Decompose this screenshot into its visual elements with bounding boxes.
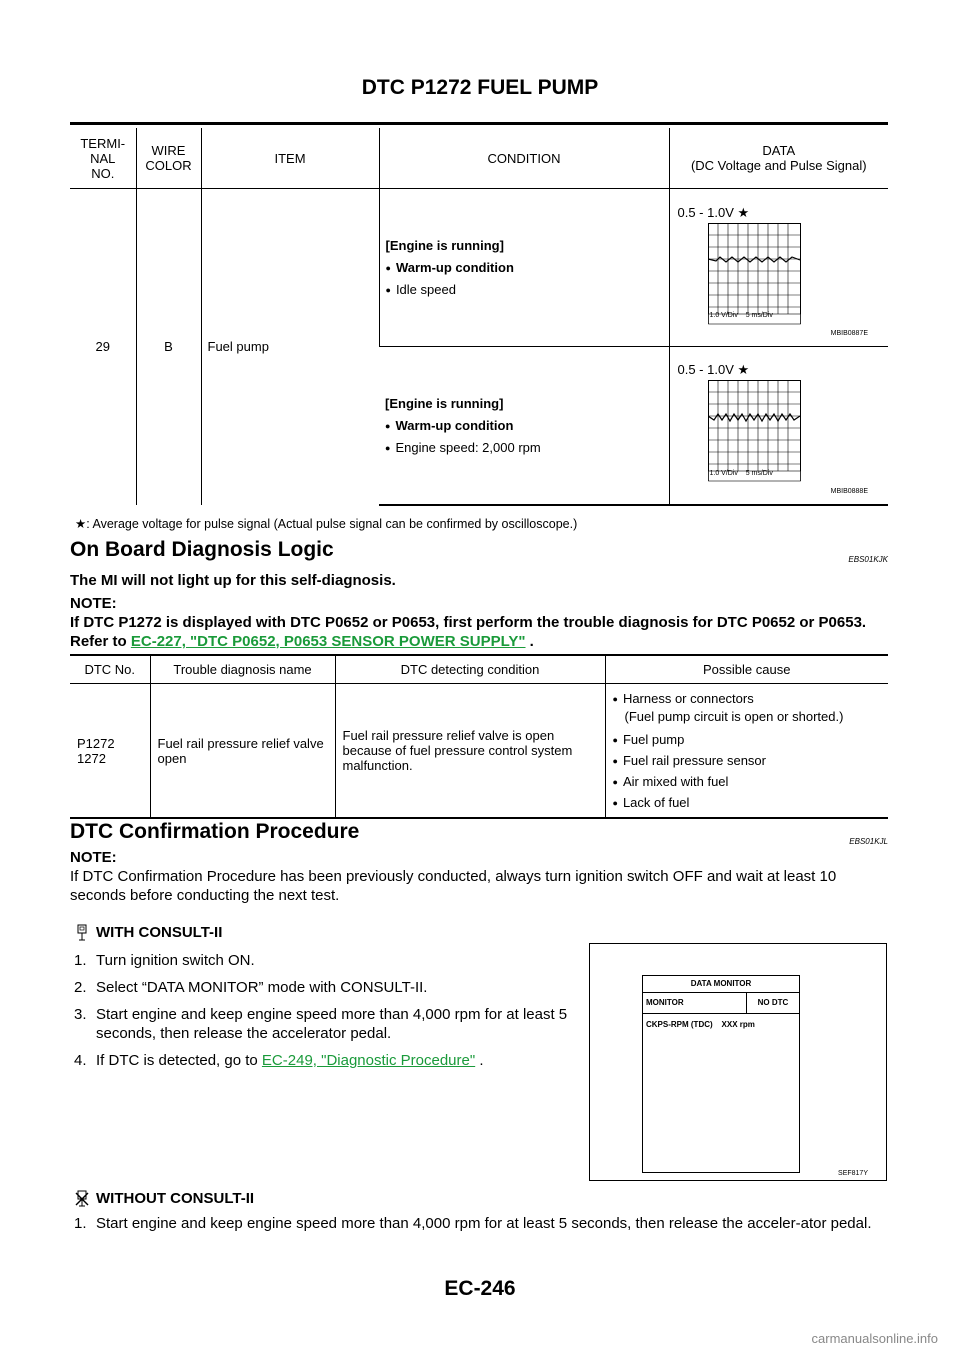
step-3: 3. Start engine and keep engine speed more than 4,000 rpm for at least 5 seconds, then release the accelerator pedal. <box>74 1006 568 1042</box>
header-trouble-name: Trouble diagnosis name <box>150 655 335 684</box>
data-monitor-figure <box>589 943 887 1181</box>
condition-idle: [Engine is running] ● Warm-up condition ● Idle speed <box>379 189 669 347</box>
wire-color: B <box>136 189 201 505</box>
star-icon: ★ <box>737 204 750 220</box>
section-code: EBS01KJK <box>848 555 888 564</box>
page-number: EC-246 <box>444 1277 516 1300</box>
monitor-column: MONITOR <box>643 993 747 1013</box>
header-condition: CONDITION <box>379 128 669 189</box>
data-monitor-screen <box>642 975 800 1173</box>
figure-code: MBIB0888E <box>830 488 868 495</box>
step-4: 4. If DTC is detected, go to EC-249, "Diagnostic Procedure" . <box>74 1052 484 1069</box>
watermark: carmanualsonline.info <box>811 1331 938 1346</box>
page-title: DTC P1272 FUEL PUMP <box>361 76 599 99</box>
header-wire-color: WIRE COLOR <box>136 128 201 189</box>
voltage-value: 0.5 - 1.0V <box>677 204 734 220</box>
item-name: Fuel pump <box>201 189 379 505</box>
confirmation-note: NOTE: If DTC Confirmation Procedure has been previously conducted, always turn ignition switch OFF and wait at least 10 seconds before conducting the next test. <box>70 849 837 904</box>
monitor-title: DATA MONITOR <box>643 976 799 993</box>
section-code: EBS01KJL <box>849 837 888 846</box>
header-detecting-condition: DTC detecting condition <box>335 655 605 684</box>
monitor-line: CKPS-RPM (TDC) XXX rpm <box>646 1020 755 1029</box>
trouble-name: Fuel rail pressure relief valve open <box>150 684 335 819</box>
without-consult-label: WITHOUT CONSULT-II <box>74 1190 254 1208</box>
no-consult-steps <box>74 1214 890 1241</box>
monitor-status: NO DTC <box>757 998 789 1007</box>
consult-tool-icon <box>74 924 90 942</box>
section-heading-confirmation: DTC Confirmation Procedure <box>70 820 360 843</box>
with-consult-label: WITH CONSULT-II <box>74 924 222 942</box>
step-1: 1. Start engine and keep engine speed more than 4,000 rpm for at least 5 seconds, then release the acceler-ator pedal. <box>74 1215 872 1232</box>
header-possible-cause: Possible cause <box>605 655 888 684</box>
star-icon: ★ <box>75 517 87 531</box>
header-rule <box>70 122 888 125</box>
detecting-condition: Fuel rail pressure relief valve is open because of fuel pressure control system malfunction. <box>335 684 605 819</box>
header-terminal-no: TERMI- NAL NO. <box>80 135 126 181</box>
footnote: ★: Average voltage for pulse signal (Actual pulse signal can be confirmed by oscilloscope.) <box>75 517 578 531</box>
condition-2000rpm: [Engine is running] ● Warm-up condition ● Engine speed: 2,000 rpm <box>379 347 669 505</box>
terminal-table <box>70 128 888 506</box>
header-data: DATA (DC Voltage and Pulse Signal) <box>669 128 888 189</box>
no-consult-icon <box>74 1190 90 1208</box>
header-dtc-no: DTC No. <box>70 655 150 684</box>
voltage-value: 0.5 - 1.0V <box>677 362 734 378</box>
dtc-table <box>70 655 888 819</box>
obd-note: NOTE: If DTC P1272 is displayed with DTC P0652 or P0653, first perform the trouble diagnosis for DTC P0652 or P0653. Refer to EC-227, "DTC P0652, P0653 SENSOR POWER SUPPLY" . <box>70 595 867 650</box>
consult-steps <box>74 951 594 1078</box>
figure-code: MBIB0887E <box>830 330 868 337</box>
possible-causes: ● Harness or connectors (Fuel pump circuit is open or shorted.) ● Fuel pump ● Fuel rail pressure sensor ● Air mixed with fuel ● Lack of fuel <box>605 684 888 819</box>
link-ec-249[interactable]: EC-249, "Diagnostic Procedure" <box>261 1052 476 1069</box>
step-1: 1. Turn ignition switch ON. <box>74 952 255 969</box>
section-heading-obd: On Board Diagnosis Logic <box>70 538 334 561</box>
scale-label: 1.0 V/Div 5 ms/Div <box>709 312 773 319</box>
data-idle <box>669 189 888 347</box>
figure-code: SEF817Y <box>838 1170 868 1177</box>
header-item: ITEM <box>201 128 379 189</box>
terminal-number: 29 <box>70 189 136 505</box>
dtc-number: P1272 1272 <box>70 684 150 819</box>
link-ec-227[interactable]: EC-227, "DTC P0652, P0653 SENSOR POWER SUPPLY" <box>130 633 526 650</box>
step-2: 2. Select “DATA MONITOR” mode with CONSULT-II. <box>74 979 428 996</box>
scale-label: 1.0 V/Div 5 ms/Div <box>709 470 773 477</box>
obd-statement: The MI will not light up for this self-diagnosis. <box>70 572 396 589</box>
star-icon: ★ <box>737 362 750 378</box>
data-2000rpm <box>669 347 888 505</box>
